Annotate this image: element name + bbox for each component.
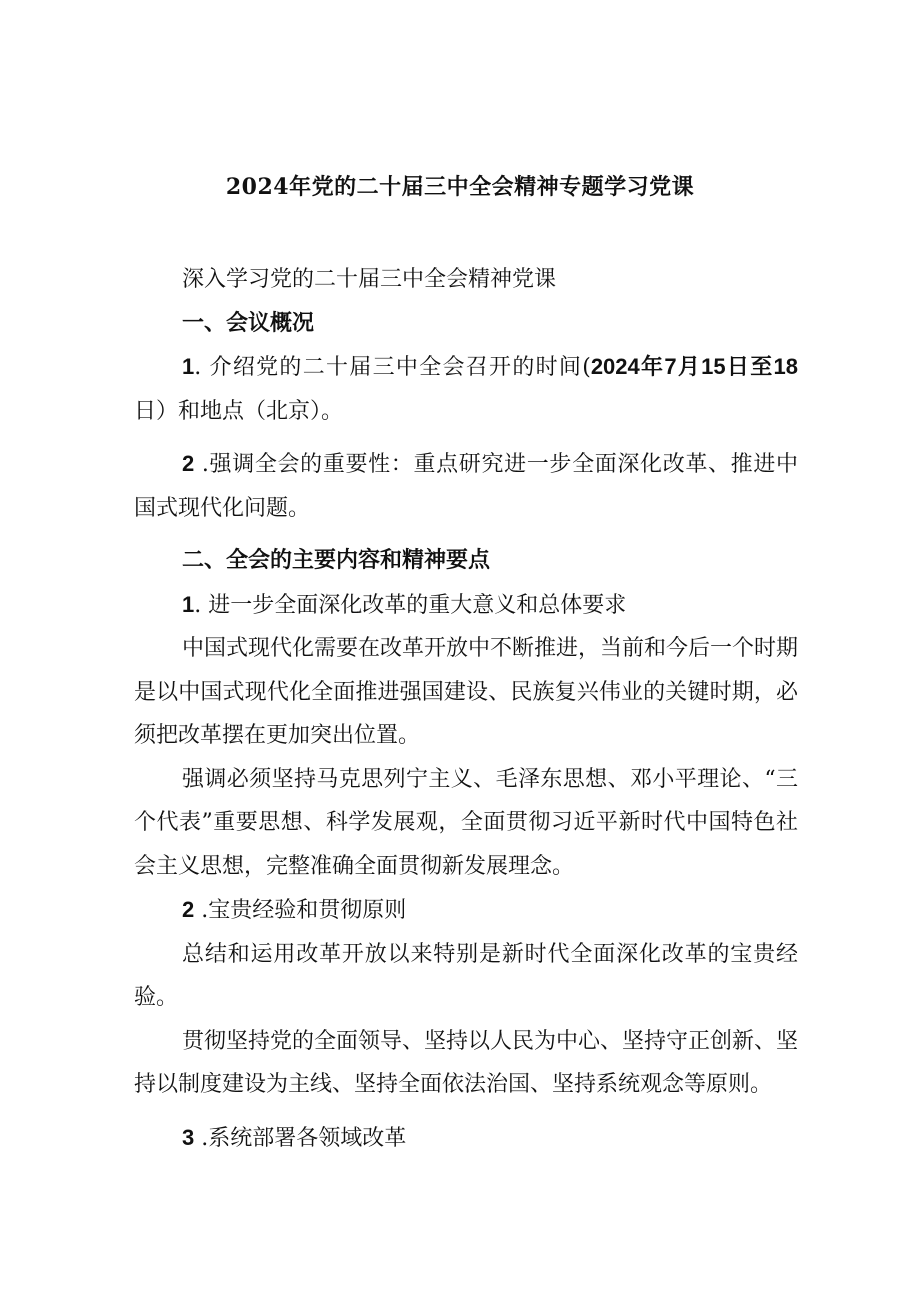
item-text: . 进一步全面深化改革的重大意义和总体要求 <box>194 592 627 618</box>
section-1-item-2 <box>134 442 798 530</box>
paragraph-2: 强调必须坚持马克思列宁主义、毛泽东思想、邓小平理论、“三个代表”重要思想、科学发展观，全面贯彻习近平新时代中国特色社会主义思想，完整准确全面贯彻新发展理念。 <box>134 766 798 879</box>
subtitle: 深入学习党的二十届三中全会精神党课 <box>182 267 557 292</box>
paragraph-1: 中国式现代化需要在改革开放中不断推进，当前和今后一个时期是以中国式现代化全面推进强国建设、民族复兴伟业的关键时期，必须把改革摆在更加突出位置。 <box>134 636 799 748</box>
item-number: 2 <box>182 897 195 922</box>
document-body <box>134 258 798 1160</box>
section-2-item-2 <box>134 888 798 933</box>
item-number: 3 <box>182 1124 195 1150</box>
item-text: .强调全会的重要性：重点研究进一步全面深化改革、推进中国式现代化问题。 <box>134 452 798 521</box>
section-1-item-1 <box>134 345 798 433</box>
section-2-item-1 <box>134 583 798 628</box>
item-number: 1 <box>182 354 195 379</box>
item-text-continued: 日）和地点（北京）。 <box>134 398 344 424</box>
item-date: 2024年7月15日至18 <box>590 354 798 379</box>
section-2-item-3 <box>134 1116 798 1161</box>
item-number: 1 <box>182 591 195 617</box>
item-number: 2 <box>182 451 195 476</box>
section-1-heading: 一、会议概况 <box>182 309 315 336</box>
section-2-heading: 二、全会的主要内容和精神要点 <box>182 547 491 573</box>
item-text: .系统部署各领域改革 <box>194 1125 407 1151</box>
paragraph-4: 贯彻坚持党的全面领导、坚持以人民为中心、坚持守正创新、坚持以制度建设为主线、坚持全面依法治国、坚持系统观念等原则。 <box>134 1028 799 1097</box>
item-text: .宝贵经验和贯彻原则 <box>194 898 407 923</box>
item-text: . 介绍党的二十届三中全会召开的时间( <box>194 355 591 380</box>
paragraph-3: 总结和运用改革开放以来特别是新时代全面深化改革的宝贵经验。 <box>134 941 798 1010</box>
document-title: 2024年党的二十届三中全会精神专题学习党课 <box>225 174 695 200</box>
